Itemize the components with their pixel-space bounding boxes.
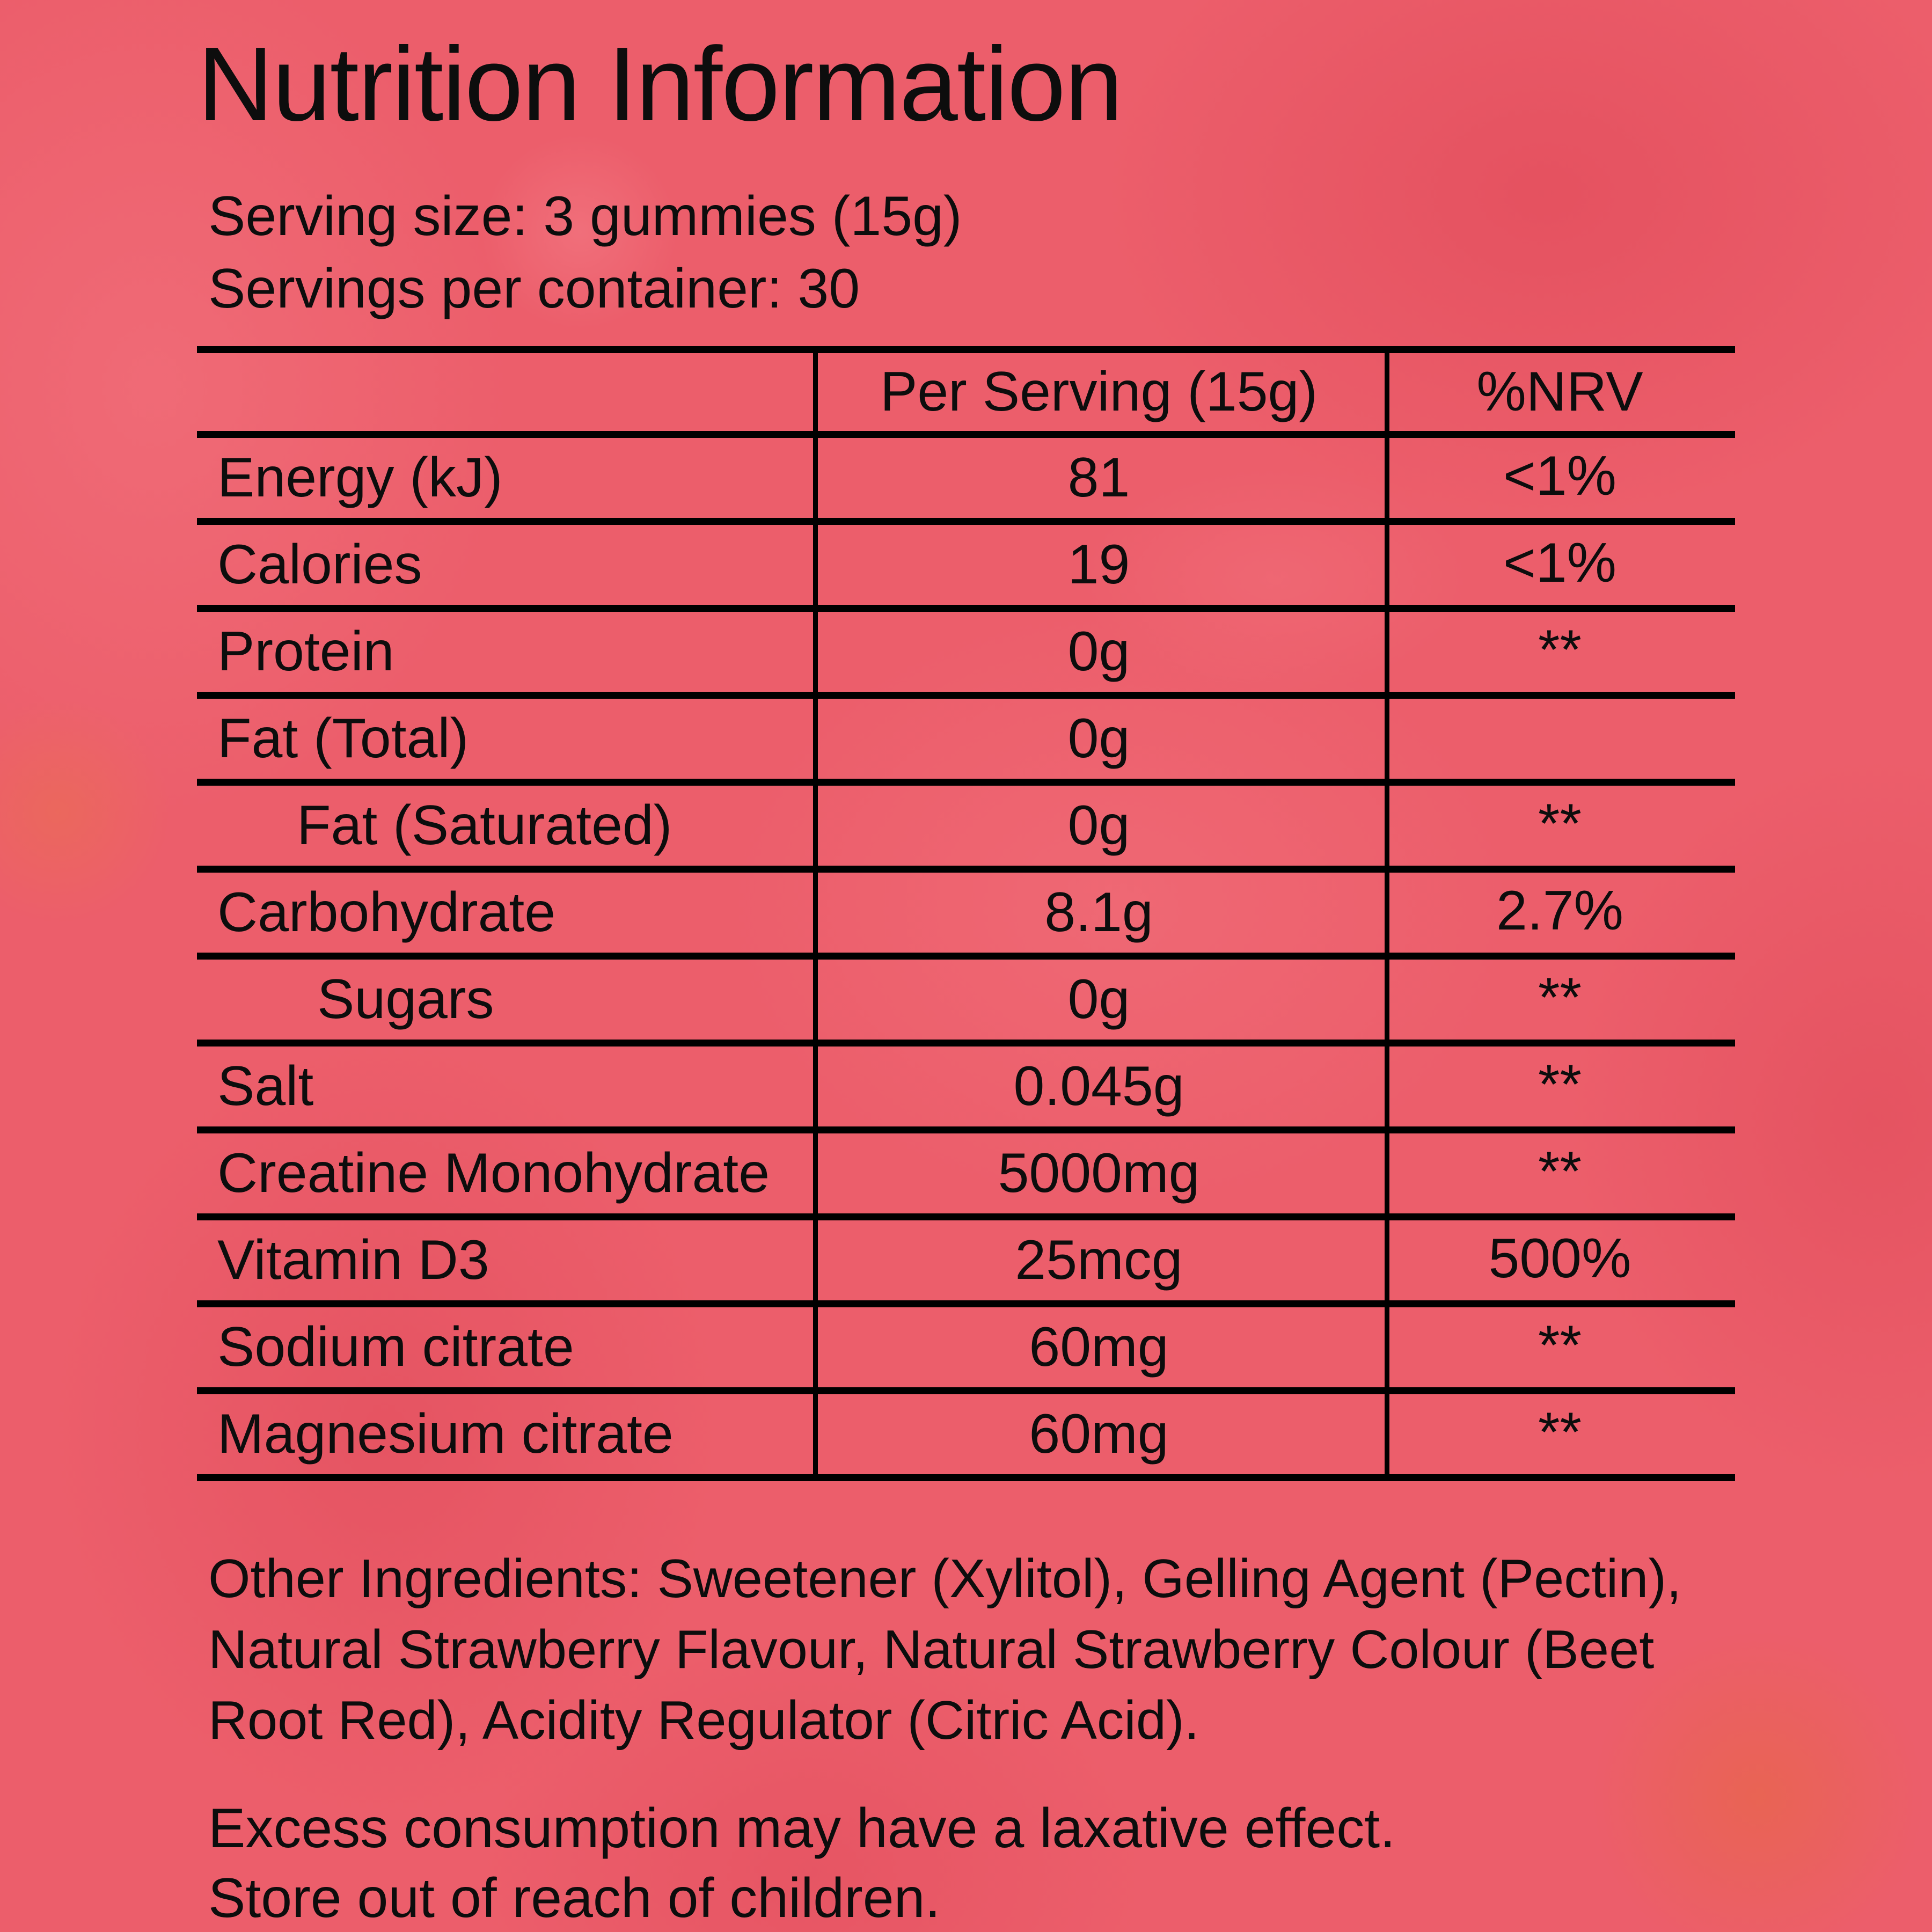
serving-size-line: Serving size: 3 gummies (15g) [208, 185, 962, 247]
table-row-carbohydrate [197, 873, 1735, 960]
row-label: Fat (Saturated) [297, 794, 672, 857]
row-value-per-serving: 0g [1067, 707, 1130, 770]
table-row-creatine-monohydrate [197, 1133, 1735, 1220]
servings-per-container-line: Servings per container: 30 [208, 258, 860, 320]
row-value-nrv: ** [1538, 1053, 1582, 1116]
warning-laxative-line: Excess consumption may have a laxative effect. [208, 1797, 1396, 1860]
row-value-nrv: <1% [1503, 532, 1617, 594]
warning-children-line: Store out of reach of children. [208, 1867, 941, 1929]
row-value-nrv: ** [1538, 967, 1582, 1029]
serving-info [208, 180, 962, 325]
row-label: Protein [217, 620, 394, 683]
row-value-per-serving: 60mg [1029, 1403, 1169, 1465]
table-header-row [197, 353, 1735, 438]
header-nrv: %NRV [1476, 361, 1643, 423]
row-value-per-serving: 60mg [1029, 1316, 1169, 1378]
row-label: Calories [217, 533, 422, 596]
table-row-sugars [197, 960, 1735, 1046]
row-value-nrv: ** [1538, 793, 1582, 855]
row-value-per-serving: 8.1g [1044, 881, 1153, 943]
table-row-fat-saturated [197, 786, 1735, 873]
header-per-serving: Per Serving (15g) [880, 361, 1318, 423]
row-label: Carbohydrate [217, 881, 556, 943]
table-row-calories [197, 525, 1735, 612]
ingredients-line-3: Root Red), Acidity Regulator (Citric Acid). [208, 1690, 1199, 1751]
table-row-fat-total [197, 699, 1735, 786]
row-value-nrv: 500% [1488, 1227, 1631, 1290]
table-column-divider-2 [1385, 353, 1389, 1481]
warnings [208, 1794, 1395, 1932]
table-row-energy-kj [197, 438, 1735, 525]
header-blank-cell [197, 353, 813, 431]
row-value-nrv: ** [1538, 1314, 1582, 1377]
row-value-nrv [1385, 699, 1735, 779]
table-row-salt [197, 1046, 1735, 1133]
row-value-nrv: <1% [1503, 445, 1617, 507]
table-column-divider-1 [813, 353, 818, 1481]
row-value-per-serving: 0.045g [1013, 1055, 1184, 1117]
row-value-nrv: ** [1538, 1401, 1582, 1463]
row-value-per-serving: 81 [1067, 447, 1130, 509]
row-value-nrv: ** [1538, 619, 1582, 681]
row-label: Salt [217, 1055, 314, 1117]
row-value-per-serving: 0g [1067, 620, 1130, 683]
row-value-per-serving: 0g [1067, 794, 1130, 857]
row-value-per-serving: 19 [1067, 533, 1130, 596]
row-value-nrv: 2.7% [1496, 880, 1624, 942]
nutrition-table [197, 346, 1735, 1481]
ingredients-line-2: Natural Strawberry Flavour, Natural Strawberry Colour (Beet [208, 1620, 1655, 1680]
ingredients-line-1: Other Ingredients: Sweetener (Xylitol), Gelling Agent (Pectin), [208, 1549, 1682, 1609]
table-row-protein [197, 612, 1735, 699]
row-label: Energy (kJ) [217, 447, 503, 509]
row-label: Sodium citrate [217, 1316, 574, 1378]
row-value-per-serving: 0g [1067, 968, 1130, 1030]
row-label: Vitamin D3 [217, 1229, 489, 1291]
page-title: Nutrition Information [197, 25, 1122, 143]
table-row-magnesium-citrate [197, 1394, 1735, 1481]
table-row-vitamin-d3 [197, 1220, 1735, 1307]
row-label: Creatine Monohydrate [217, 1142, 770, 1204]
row-label: Sugars [317, 968, 494, 1030]
row-label: Magnesium citrate [217, 1403, 674, 1465]
other-ingredients [208, 1543, 1681, 1756]
row-value-per-serving: 25mcg [1015, 1229, 1183, 1291]
row-label: Fat (Total) [217, 707, 469, 770]
table-row-sodium-citrate [197, 1307, 1735, 1394]
row-value-nrv: ** [1538, 1140, 1582, 1203]
row-value-per-serving: 5000mg [998, 1142, 1200, 1204]
